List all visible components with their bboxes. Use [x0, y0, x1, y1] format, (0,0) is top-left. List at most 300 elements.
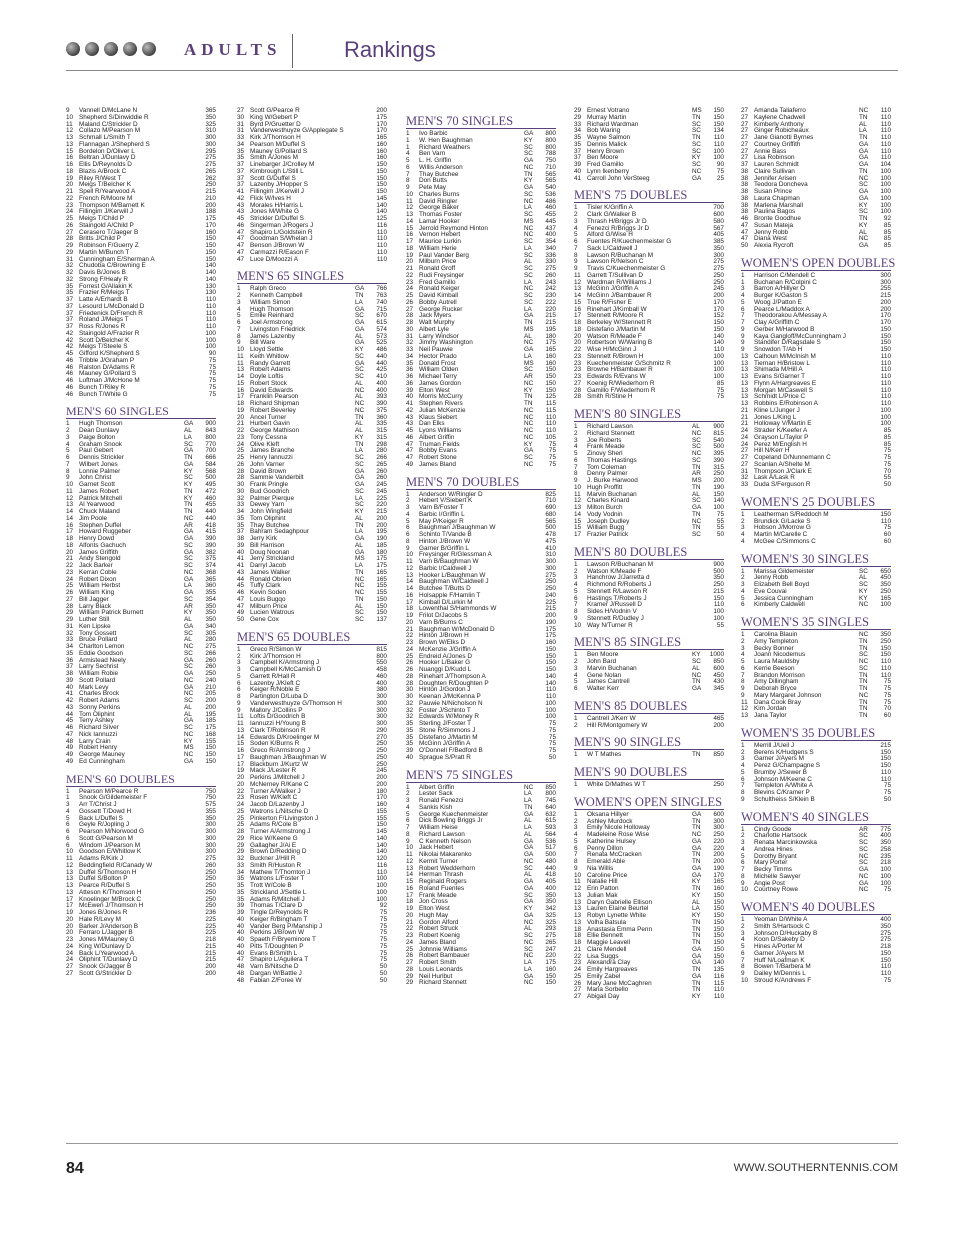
- player-name: Richard Silver: [79, 724, 119, 731]
- points: 75: [548, 454, 556, 461]
- rank: 41: [574, 174, 582, 182]
- player-name: Richard Stennett: [587, 429, 635, 437]
- rank: 1: [574, 651, 578, 659]
- player-name: Thomas Foster: [419, 211, 462, 218]
- player-name: Watson R/Meade F: [587, 332, 642, 340]
- rank: 27: [741, 107, 749, 114]
- state: AL: [184, 616, 192, 623]
- rank: 29: [237, 841, 245, 849]
- points: 766: [376, 285, 387, 293]
- rank: 27: [741, 140, 749, 148]
- points: 265: [545, 938, 556, 946]
- player-name: Robert Bambauer: [419, 952, 470, 960]
- player-name: Richard Weathers: [419, 143, 471, 151]
- rank: 39: [237, 902, 245, 910]
- player-name: Lyons Williams: [419, 427, 462, 434]
- points: 140: [376, 201, 387, 209]
- rank: 7: [741, 956, 745, 964]
- division-title: MEN'S 75 DOUBLES: [574, 188, 724, 203]
- points: 100: [713, 504, 724, 511]
- state: GA: [184, 447, 194, 455]
- points: 390: [376, 400, 387, 407]
- rank: 36: [66, 656, 74, 664]
- points: 75: [716, 167, 724, 175]
- state: LA: [524, 965, 532, 973]
- points: 600: [713, 810, 724, 818]
- player-name: Flannagan J/Shepherd S: [79, 140, 150, 148]
- player-name: Kline L/Junger J: [754, 406, 800, 414]
- player-name: Edwards R/Evans W: [587, 373, 646, 380]
- points: 200: [376, 107, 387, 114]
- points: 568: [205, 467, 216, 475]
- player-name: Franklin Pearson: [250, 393, 299, 401]
- points: 150: [376, 821, 387, 829]
- points: 600: [713, 664, 724, 672]
- points: 450: [880, 574, 891, 582]
- player-name: Joel Armstrong: [250, 319, 293, 326]
- ranking-row: [741, 887, 891, 894]
- state: GA: [692, 685, 702, 692]
- points: 593: [545, 824, 556, 831]
- state: TN: [692, 932, 701, 940]
- player-name: Ancel Turner: [250, 413, 287, 421]
- points: 437: [545, 224, 556, 232]
- state: NC: [184, 568, 194, 576]
- points: 418: [545, 871, 556, 879]
- state: GA: [355, 535, 365, 542]
- points: 160: [376, 140, 387, 148]
- rank: 1: [406, 783, 410, 791]
- rank: 7: [741, 312, 745, 320]
- points: 110: [880, 671, 891, 679]
- player-name: McKenzie J/Griffin A: [419, 645, 477, 653]
- rank: 47: [237, 602, 245, 610]
- state: GA: [859, 140, 869, 148]
- points: 300: [205, 821, 216, 829]
- player-name: Thomas T/Clare D: [250, 902, 303, 910]
- points: 150: [713, 319, 724, 326]
- player-name: Lynn Ikenberry: [587, 167, 630, 175]
- player-name: Kerran Coble: [79, 568, 117, 576]
- points: 300: [205, 848, 216, 856]
- player-name: Schultheiss S/Klein B: [754, 795, 815, 803]
- rank: 35: [406, 359, 414, 367]
- points: 500: [713, 443, 724, 451]
- points: 50: [548, 753, 556, 761]
- points: 243: [545, 278, 556, 286]
- rank: 20: [406, 618, 414, 626]
- state: GA: [524, 851, 534, 858]
- points: 250: [376, 740, 387, 748]
- rank: 5: [574, 231, 578, 239]
- points: 270: [376, 733, 387, 741]
- player-name: Becky Timms: [754, 866, 792, 873]
- rank: 36: [406, 379, 414, 387]
- player-name: Varn B/Nitsche D: [250, 963, 299, 970]
- points: 110: [880, 517, 891, 525]
- rank: 45: [237, 215, 245, 222]
- points: 410: [545, 544, 556, 552]
- player-name: Graham Snook: [79, 440, 122, 448]
- points: 1000: [709, 651, 724, 659]
- player-name: William Herie: [419, 244, 457, 252]
- rank: 27: [66, 228, 74, 236]
- rank: 30: [406, 325, 414, 333]
- rank: 34: [406, 352, 414, 360]
- points: 145: [376, 194, 387, 202]
- points: 175: [376, 555, 387, 563]
- rank: 5: [574, 587, 578, 595]
- points: 150: [713, 107, 724, 114]
- state: GA: [859, 154, 869, 162]
- player-name: Frank Meade: [587, 443, 625, 451]
- player-name: Scott G/Pearce R: [250, 107, 300, 114]
- rank: 13: [574, 898, 582, 906]
- player-name: Endreid A/Jones D: [419, 652, 472, 660]
- player-name: Holsapple F/Hamlin T: [419, 591, 481, 599]
- rank: 17: [237, 760, 245, 768]
- rank: 7: [406, 824, 410, 831]
- state: GA: [524, 911, 534, 919]
- points: 150: [713, 325, 724, 333]
- rank: 32: [406, 706, 414, 714]
- rank: 39: [574, 161, 582, 168]
- player-name: Kirk J/Thomson H: [250, 134, 301, 141]
- points: 750: [205, 794, 216, 802]
- state: TN: [692, 986, 701, 994]
- player-name: Barbic I/Caldwell J: [419, 564, 472, 572]
- state: GA: [355, 474, 365, 482]
- points: 160: [376, 147, 387, 155]
- rank: 2: [237, 652, 241, 660]
- rank: 9: [741, 339, 745, 347]
- rank: 37: [574, 147, 582, 155]
- points: 170: [880, 312, 891, 320]
- player-name: James Gordon: [419, 379, 461, 387]
- rank: 7: [741, 319, 745, 326]
- player-name: Fabian Z/Foree W: [250, 976, 302, 984]
- state: NC: [859, 631, 869, 638]
- player-name: Luther Still: [79, 616, 110, 623]
- points: 150: [880, 762, 891, 769]
- points: 110: [376, 242, 387, 249]
- player-name: Byrd P/Gruetter D: [250, 120, 301, 128]
- state: GA: [859, 188, 869, 195]
- points: 150: [713, 932, 724, 940]
- points: 60: [883, 537, 891, 545]
- player-name: John Bard: [587, 658, 617, 665]
- points: 50: [379, 963, 387, 970]
- rank: 13: [741, 373, 749, 380]
- player-name: O'Donnell F/Bedford B: [419, 747, 483, 754]
- rank: 35: [237, 895, 245, 903]
- state: LA: [184, 582, 192, 590]
- points: 90: [716, 161, 724, 168]
- rank: 25: [406, 652, 414, 660]
- state: SC: [355, 487, 364, 495]
- rank: 46: [741, 215, 749, 222]
- player-name: Beltran J/Dunlavy D: [79, 154, 136, 162]
- division-title: MEN'S 80 DOUBLES: [574, 545, 724, 560]
- points: 525: [376, 339, 387, 347]
- player-name: Nia Willis: [587, 864, 614, 872]
- player-name: Duda S/Ferguson R: [754, 481, 811, 488]
- player-name: Eve Couvai: [754, 587, 787, 595]
- points: 150: [376, 602, 387, 610]
- rank: 4: [574, 224, 578, 232]
- rank: 15: [66, 147, 74, 155]
- points: 245: [713, 285, 724, 293]
- player-name: David Brown: [250, 467, 287, 475]
- points: 405: [713, 231, 724, 239]
- state: TN: [692, 939, 701, 946]
- rank: 7: [741, 671, 745, 679]
- rank: 11: [66, 487, 73, 495]
- rank: 20: [66, 915, 74, 923]
- player-name: Ashley Murdock: [587, 817, 633, 825]
- player-name: Wise H/McGinn J: [587, 346, 637, 353]
- state: GA: [184, 548, 194, 556]
- player-name: Olive Kleft: [250, 440, 280, 448]
- points: 110: [376, 255, 387, 263]
- points: 150: [880, 339, 891, 347]
- points: 850: [713, 751, 724, 759]
- state: KY: [184, 467, 193, 475]
- player-name: Distefano J/Martin M: [587, 325, 646, 333]
- player-name: Yeoman D/White A: [754, 916, 808, 923]
- ranking-row: [741, 797, 891, 804]
- points: 120: [376, 855, 387, 862]
- rank: 10: [237, 346, 245, 353]
- ranking-row: [574, 686, 724, 693]
- player-name: Hector Prado: [419, 352, 457, 360]
- state: GA: [692, 810, 702, 818]
- player-name: Lonnie Palmer: [79, 467, 121, 475]
- state: NC: [692, 517, 702, 525]
- player-name: Sammie Vanderbilt: [250, 474, 304, 482]
- ranking-row: [574, 176, 724, 183]
- rank: 18: [574, 939, 582, 946]
- points: 400: [880, 916, 891, 923]
- state: TN: [184, 501, 193, 509]
- points: 236: [205, 909, 216, 916]
- rank: 12: [66, 861, 74, 869]
- rankings-column: [741, 107, 896, 985]
- rank: 48: [237, 969, 245, 977]
- points: 110: [205, 296, 216, 303]
- state: SC: [524, 366, 533, 374]
- ranking-row: [66, 392, 216, 399]
- state: NC: [184, 690, 194, 698]
- player-name: Gordon Alford: [419, 918, 459, 926]
- points: 220: [545, 952, 556, 960]
- rank: 24: [66, 956, 74, 964]
- points: 200: [376, 780, 387, 788]
- player-name: Wardman R/Williams J: [587, 278, 652, 286]
- points: 900: [713, 423, 724, 430]
- points: 165: [376, 134, 387, 141]
- points: 460: [545, 204, 556, 212]
- rank: 29: [237, 848, 245, 856]
- state: TN: [859, 113, 868, 121]
- state: GA: [355, 359, 365, 367]
- rank: 13: [741, 366, 749, 374]
- points: 200: [376, 514, 387, 522]
- player-name: Calhoun M/McInish M: [754, 352, 816, 360]
- points: 110: [880, 970, 891, 977]
- player-name: Baughman W/Caldwell J: [419, 578, 489, 586]
- rank: 39: [66, 676, 74, 684]
- website-link[interactable]: WWW.SOUTHERNTENNIS.COM: [733, 1162, 898, 1174]
- player-name: Stroud K/Andrews F: [754, 976, 812, 984]
- player-name: Keith Whitlow: [250, 352, 289, 360]
- points: 700: [205, 447, 216, 455]
- player-name: Frazier Patrick: [587, 531, 629, 538]
- player-name: Mauney G/Pollard S: [250, 147, 308, 155]
- player-name: Robert Struck: [419, 925, 459, 933]
- points: 140: [205, 262, 216, 270]
- player-name: Pearson M/Pearce R: [79, 787, 139, 795]
- player-name: Tribble J/Graham P: [79, 356, 135, 364]
- rank: 12: [574, 497, 582, 505]
- rank: 13: [741, 712, 749, 719]
- points: 275: [205, 161, 216, 168]
- ranking-row: [237, 617, 387, 624]
- points: 75: [379, 915, 387, 923]
- player-name: Bill Harrison: [250, 541, 285, 549]
- player-name: Dailey M/Dennis L: [754, 970, 806, 977]
- state: SC: [355, 501, 364, 509]
- points: 355: [205, 589, 216, 596]
- points: 100: [713, 359, 724, 367]
- player-name: William Bugg: [587, 524, 625, 532]
- points: 110: [880, 366, 891, 374]
- rank: 5: [574, 450, 578, 457]
- points: 290: [376, 726, 387, 734]
- rank: 24: [66, 575, 74, 583]
- rank: 31: [237, 120, 245, 128]
- player-name: Riley R/West T: [79, 174, 122, 182]
- state: SC: [355, 454, 364, 461]
- points: 75: [379, 956, 387, 964]
- rank: 34: [237, 868, 245, 876]
- division-title: MEN'S 90 SINGLES: [574, 735, 724, 750]
- player-name: Meigs T/Steele S: [79, 343, 128, 351]
- rank: 36: [406, 366, 414, 374]
- player-name: Adams R/Kirk J: [79, 855, 124, 862]
- player-name: Michael Terry: [419, 373, 457, 380]
- division-title: MEN'S 70 DOUBLES: [406, 475, 556, 490]
- rank: 29: [574, 107, 582, 114]
- rank: 6: [237, 679, 241, 687]
- state: TN: [355, 568, 364, 576]
- division-title: WOMEN'S OPEN DOUBLES: [741, 255, 896, 270]
- player-name: Spell R/Yearwood A: [79, 188, 136, 195]
- state: GA: [692, 864, 702, 872]
- state: TN: [859, 167, 868, 175]
- points: 175: [205, 724, 216, 731]
- points: 190: [545, 618, 556, 626]
- points: 440: [545, 864, 556, 872]
- player-name: Duffel S/Thomson H: [79, 868, 137, 876]
- points: 275: [205, 643, 216, 650]
- points: 350: [880, 631, 891, 638]
- player-name: Paulina Bagos: [754, 208, 796, 216]
- state: NC: [524, 379, 534, 387]
- rank: 48: [237, 963, 245, 970]
- rank: 41: [406, 400, 414, 407]
- points: 155: [376, 582, 387, 590]
- points: 155: [205, 737, 216, 745]
- points: 100: [713, 147, 724, 155]
- player-name: Kaya Gangloff/McCunningham J: [754, 332, 846, 340]
- player-name: Vanderwesthuyze G/Thomson H: [250, 699, 342, 707]
- points: 110: [713, 346, 724, 353]
- player-name: Kim Jordan: [754, 705, 787, 713]
- rank: 28: [406, 319, 414, 326]
- player-name: Howard Ruggeber: [79, 528, 131, 536]
- points: 345: [713, 685, 724, 692]
- player-name: Andy Stengold: [79, 555, 121, 563]
- points: 410: [376, 373, 387, 380]
- player-name: Jane Gianotti Byrnes: [754, 134, 814, 141]
- player-name: Kuechenmeister G/Schmitz R: [587, 359, 671, 367]
- state: SC: [524, 864, 533, 872]
- points: 150: [205, 744, 216, 752]
- points: 205: [205, 690, 216, 698]
- player-name: Tom Oliphint: [79, 710, 115, 718]
- points: 215: [545, 605, 556, 613]
- rank: 29: [66, 616, 74, 623]
- rank: 33: [237, 134, 245, 141]
- state: SC: [524, 143, 533, 151]
- ranking-row: [237, 978, 387, 985]
- state: GA: [184, 656, 194, 664]
- player-name: Pearce L/Maddox A: [754, 305, 810, 313]
- points: 160: [545, 965, 556, 973]
- points: 75: [883, 789, 891, 796]
- state: SC: [355, 366, 364, 374]
- rank: 5: [741, 658, 745, 665]
- division-title: MEN'S 85 SINGLES: [574, 635, 724, 650]
- player-name: John Wingfield: [250, 508, 292, 515]
- player-name: James Robert: [79, 487, 119, 495]
- points: 130: [205, 282, 216, 290]
- points: 382: [205, 548, 216, 556]
- state: TN: [692, 918, 701, 926]
- points: 500: [713, 567, 724, 575]
- player-name: Maggie Leavell: [587, 939, 630, 946]
- points: 110: [713, 986, 724, 994]
- state: SC: [692, 147, 701, 155]
- state: TN: [692, 851, 701, 859]
- player-name: Joseph Dudley: [587, 517, 630, 525]
- state: GA: [184, 528, 194, 536]
- player-name: Singerman J/Rogers J: [250, 221, 314, 229]
- points: 50: [379, 976, 387, 984]
- player-name: Thrash H/Briggs Jr D: [587, 217, 647, 225]
- rank: 22: [574, 952, 582, 960]
- rank: 1: [741, 271, 745, 279]
- points: 110: [205, 309, 216, 317]
- rank: 17: [574, 531, 582, 538]
- player-name: Herman Thrash: [419, 871, 464, 879]
- state: GA: [355, 319, 365, 326]
- rank: 1: [574, 810, 578, 818]
- points: 260: [205, 861, 216, 869]
- rank: 10: [741, 976, 749, 984]
- points: 160: [376, 154, 387, 162]
